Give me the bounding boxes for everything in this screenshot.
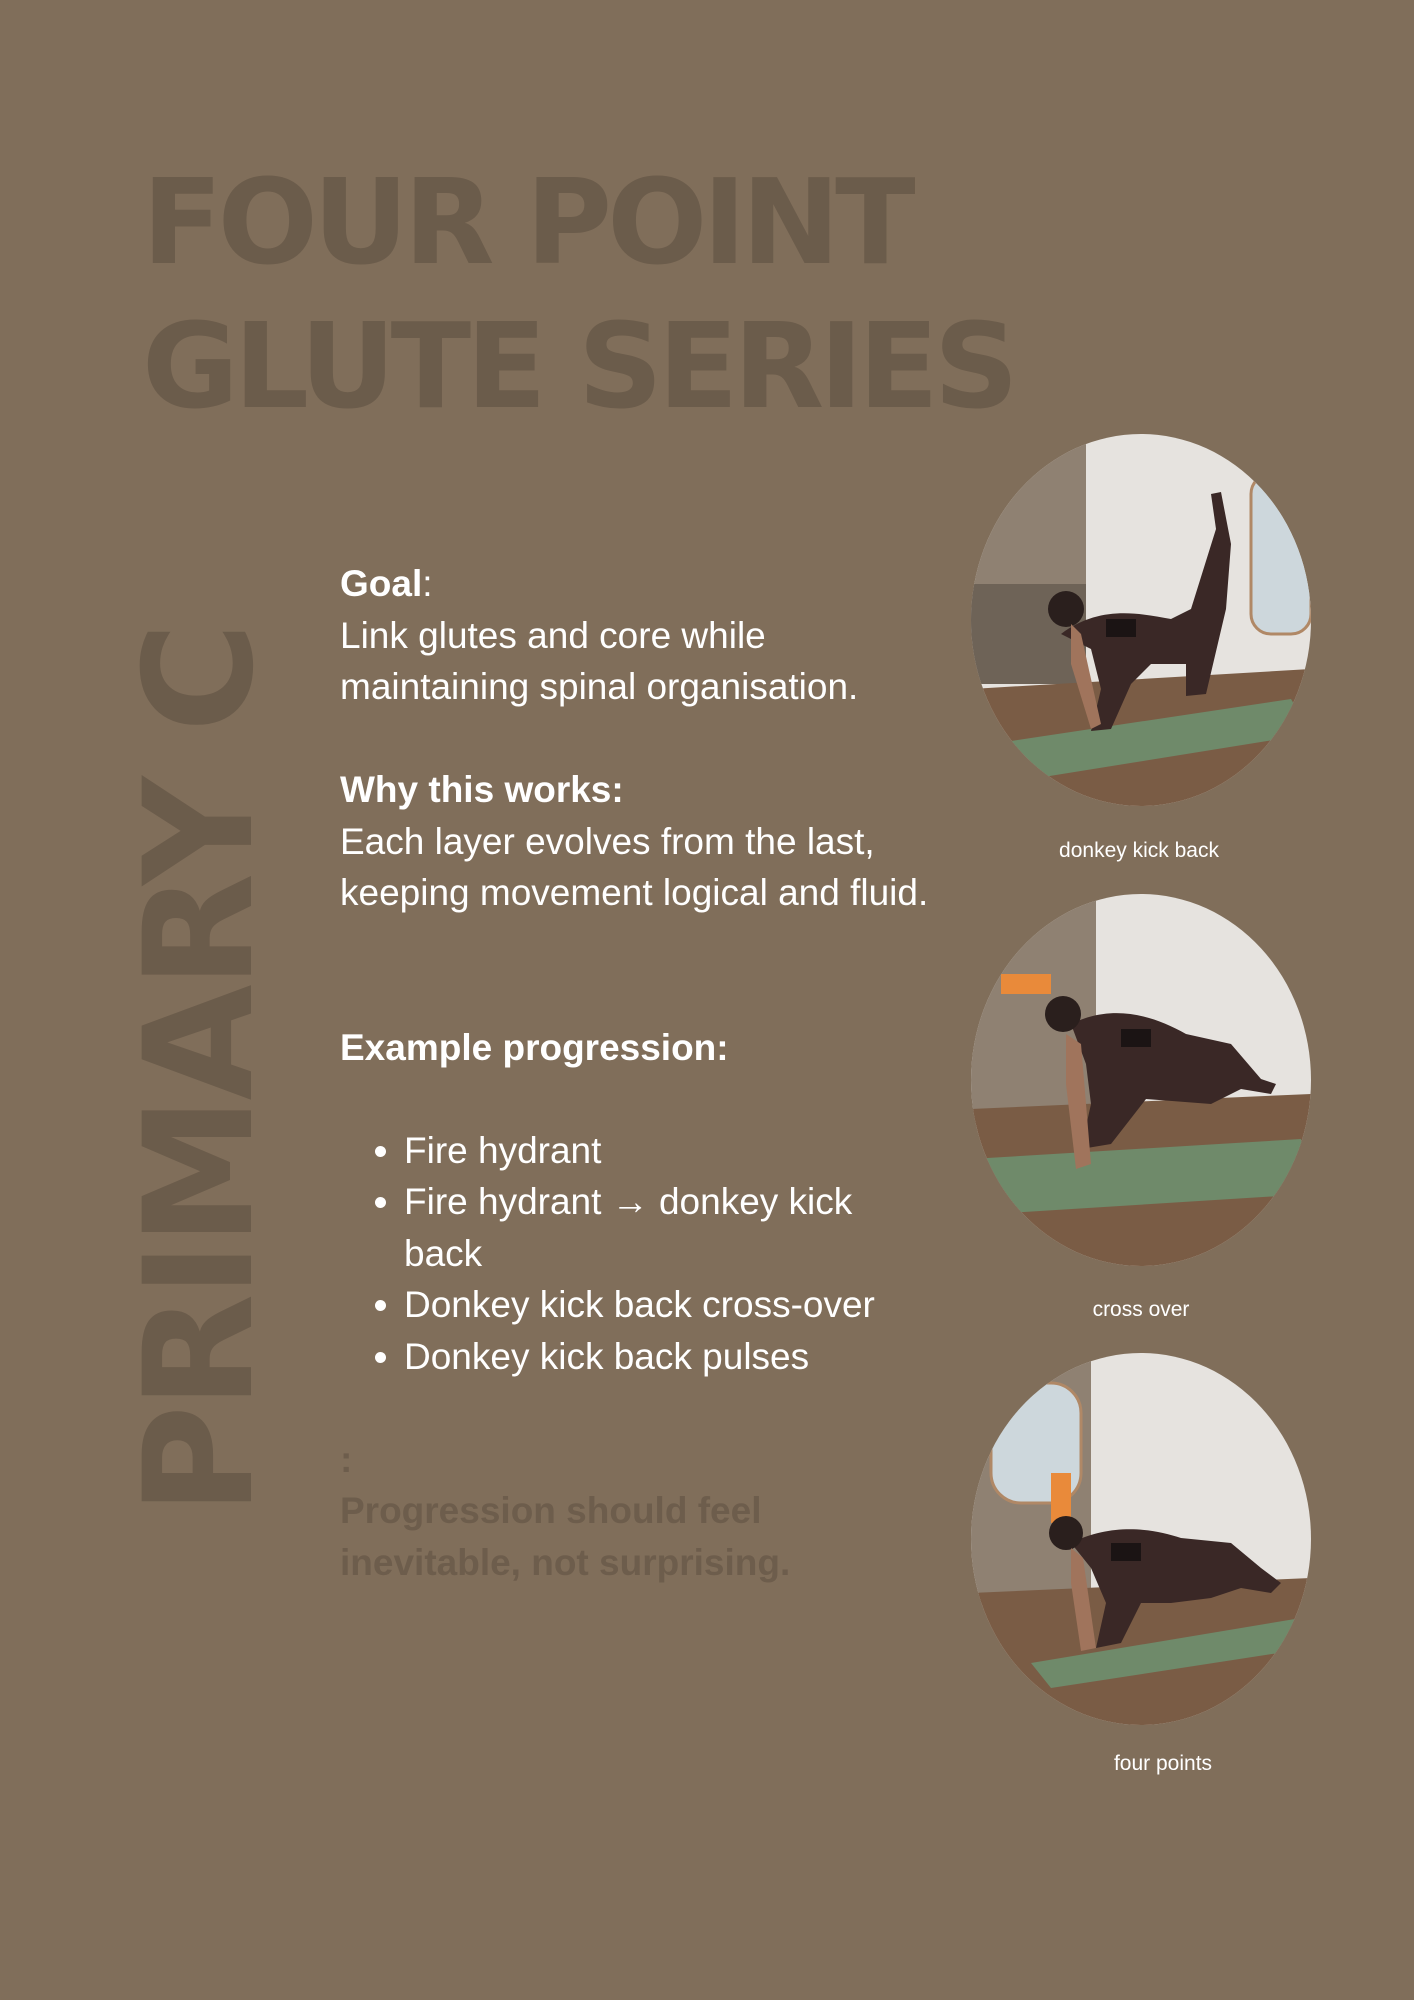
photo-illustration — [971, 894, 1311, 1266]
goal-section — [340, 558, 930, 713]
progression-heading-line — [340, 1022, 930, 1074]
progression-heading: Example progression: — [340, 1026, 729, 1068]
goal-colon: : — [422, 563, 433, 604]
title-line-1: FOUR POINT — [142, 153, 911, 291]
section-vertical-label: PRIMARY C — [113, 626, 287, 1515]
list-item: • Donkey kick back cross-over — [404, 1279, 930, 1331]
goal-heading-line — [340, 558, 930, 610]
goal-text: Link glutes and core while maintaining spinal organisation. — [340, 614, 859, 707]
photo-illustration — [971, 1353, 1311, 1725]
faded-note-colon: : — [340, 1438, 353, 1480]
title-line-2: GLUTE SERIES — [142, 297, 1014, 435]
why-heading-line — [340, 764, 930, 816]
cross-over-photo — [971, 894, 1311, 1266]
donkey-kick-back-photo — [971, 434, 1311, 806]
content-column — [340, 558, 930, 1588]
why-text: Each layer evolves from the last, keeping movement logical and fluid. — [340, 820, 929, 913]
why-heading: Why this works: — [340, 769, 624, 810]
goal-heading: Goal — [340, 563, 423, 604]
faded-note-text: Progression should feel inevitable, not surprising. — [340, 1490, 791, 1583]
progression-list — [340, 1125, 930, 1383]
list-item: • Fire hydrant → donkey kick back — [404, 1176, 930, 1279]
photo-illustration — [971, 434, 1311, 806]
why-section — [340, 764, 930, 919]
progression-section — [340, 1022, 930, 1383]
page-title — [142, 150, 1014, 438]
list-item: • Donkey kick back pulses — [404, 1331, 930, 1383]
four-points-caption: four points — [1113, 1752, 1213, 1775]
donkey-kick-back-caption: donkey kick back — [1059, 839, 1219, 862]
cross-over-caption: cross over — [1092, 1298, 1190, 1321]
four-points-photo — [971, 1353, 1311, 1725]
list-item: • Fire hydrant — [404, 1125, 930, 1177]
faded-note — [340, 1434, 930, 1589]
